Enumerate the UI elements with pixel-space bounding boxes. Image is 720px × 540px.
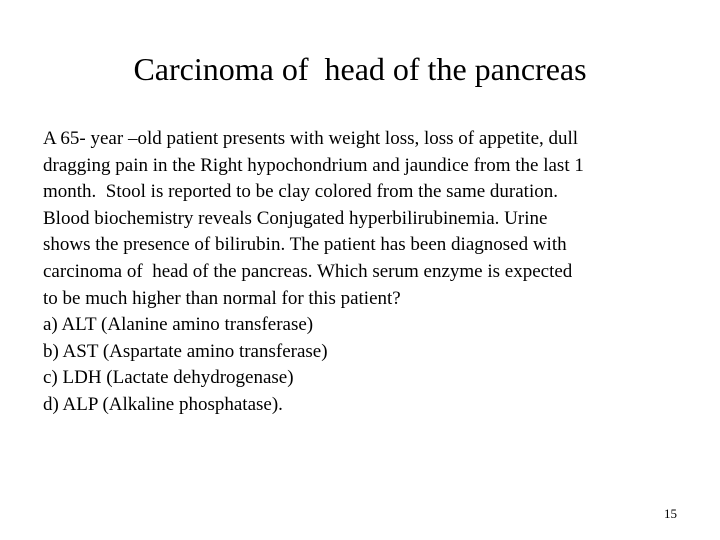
slide-title: Carcinoma of head of the pancreas (133, 51, 587, 87)
question-line: to be much higher than normal for this patient? (43, 287, 401, 309)
question-line: dragging pain in the Right hypochondrium and jaundice from the last 1 (43, 154, 584, 176)
slide-body (43, 126, 693, 419)
question-line: month. Stool is reported to be clay colored from the same duration. (43, 181, 558, 203)
answer-option-d: d) ALP (Alkaline phosphatase). (43, 393, 283, 415)
answer-options (43, 312, 693, 418)
answer-option-c: c) LDH (Lactate dehydrogenase) (43, 367, 294, 389)
answer-option-a: a) ALT (Alanine amino transferase) (43, 314, 314, 336)
answer-option-b: b) AST (Aspartate amino transferase) (43, 340, 328, 362)
question-line: A 65- year –old patient presents with weight loss, loss of appetite, dull (43, 128, 579, 149)
question-line: carcinoma of head of the pancreas. Which serum enzyme is expected (43, 260, 573, 282)
question-text (43, 126, 693, 312)
page-number: 15 (664, 506, 677, 521)
question-line: shows the presence of bilirubin. The patient has been diagnosed with (43, 234, 567, 256)
question-line: Blood biochemistry reveals Conjugated hyperbilirubinemia. Urine (43, 207, 548, 229)
